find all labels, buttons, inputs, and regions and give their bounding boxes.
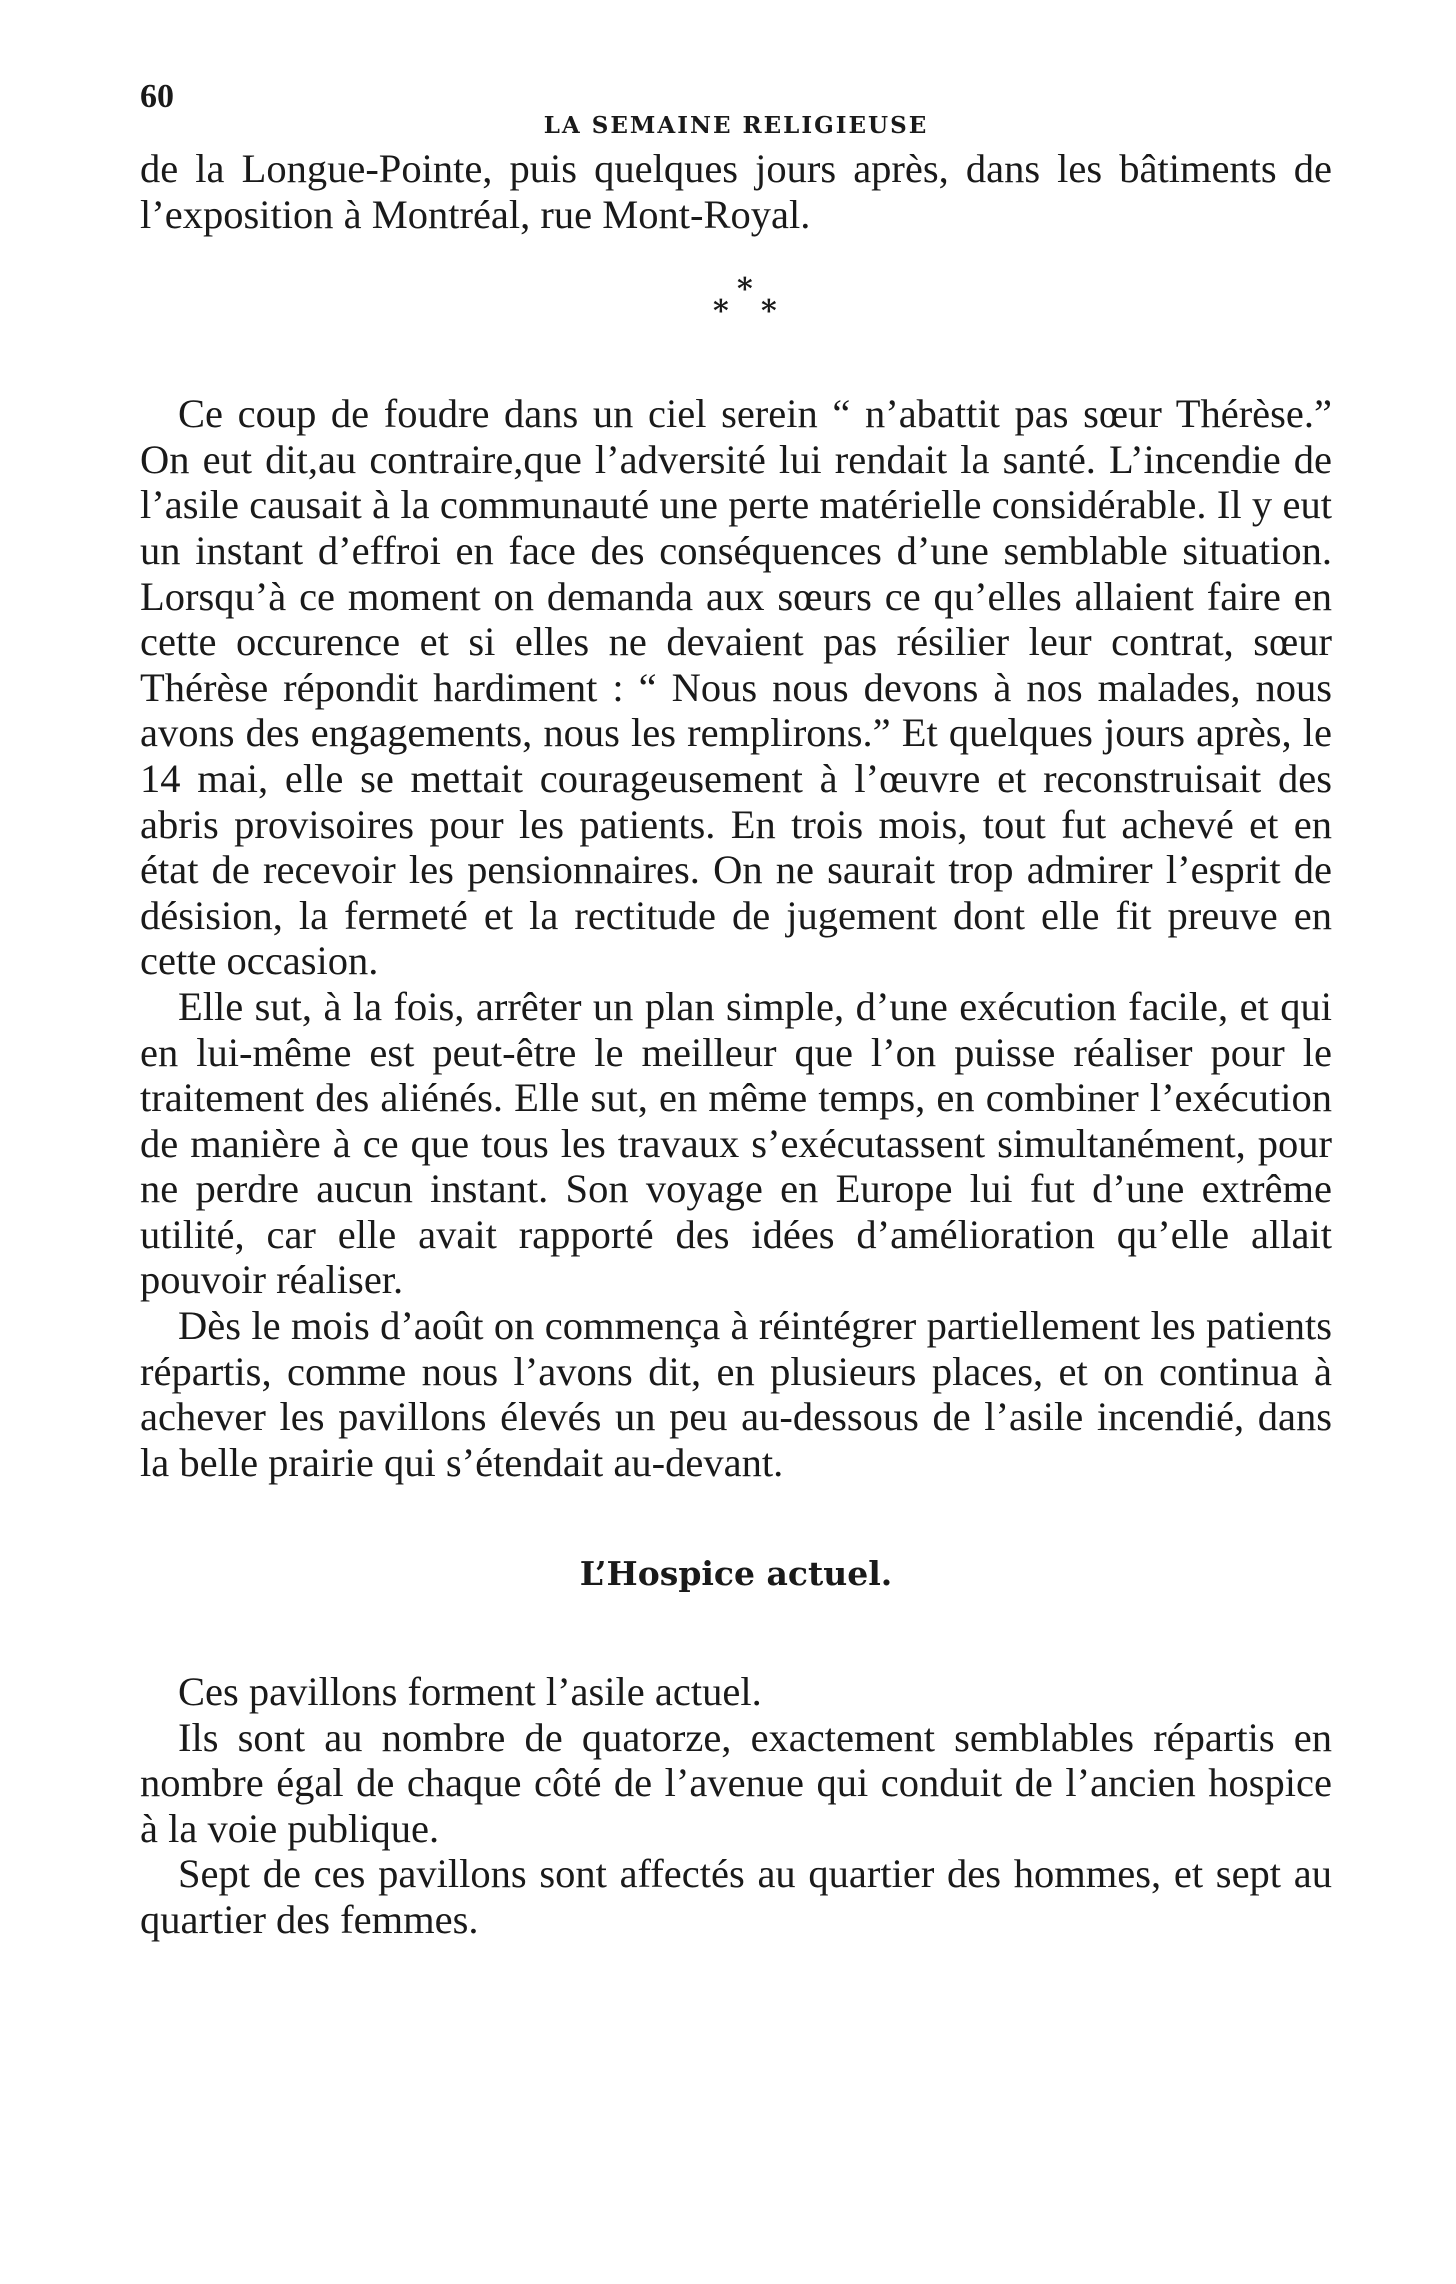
running-title: LA SEMAINE RELIGIEUSE	[543, 112, 929, 139]
asterism-star-top: *	[737, 272, 753, 308]
paragraph: Ils sont au nombre de quatorze, exactement semblables répartis en nombre égal de chaque côté de l’avenue qui conduit de l’ancien hospice à la voie publique.	[140, 1714, 1332, 1851]
body-text	[140, 146, 1332, 1943]
paragraph: Ce coup de foudre dans un ciel serein “ n’abattit pas sœur Thérèse.” On eut dit,au contraire,que l’adversité lui rendait la santé. L’incendie de l’asile causait à la communauté une perte matérielle considérable. Il y eut un instant d’effroi en face des conséquences d’une semblable situation. Lorsqu’à ce moment on demanda aux sœurs ce qu’elles allaient faire en cette occurence et si elles ne devaient pas résilier leur contrat, sœur Thérèse répondit hardiment : “ Nous nous devons à nos malades, nous avons des engagements, nous les remplirons.” Et quelques jours après, le 14 mai, elle se mettait courageusement à l’œuvre et reconstruisait des abris provisoires pour les patients. En trois mois, tout fut achevé et en état de recevoir les pensionnaires. On ne saurait trop admirer l’esprit de désision, la fermeté et la rectitude de jugement dont elle fit preuve en cette occasion.	[140, 391, 1332, 984]
paragraph: Elle sut, à la fois, arrêter un plan simple, d’une exécution facile, et qui en lui-même est peut-être le meilleur que l’on puisse réaliser pour le traitement des aliénés. Elle sut, en même temps, en combiner l’exécution de manière à ce que tous les travaux s’exécutassent simultanément, pour ne perdre aucun instant. Son voyage en Europe lui fut d’une extrême utilité, car elle avait rapporté des idées d’amélioration qu’elle allait pouvoir réaliser.	[140, 983, 1332, 1303]
page-number: 60	[140, 78, 174, 115]
asterism-star-left: *	[713, 294, 729, 330]
paragraph: Sept de ces pavillons sont affectés au quartier des hommes, et sept au quartier des femmes.	[140, 1851, 1332, 1942]
asterism-separator	[140, 245, 1332, 355]
section-heading: L’Hospice actuel.	[579, 1554, 893, 1594]
paragraph: Dès le mois d’août on commença à réintégrer partiellement les patients répartis, comme nous l’avons dit, en plusieurs places, et on continua à achever les pavillons élevés un peu au-dessous de l’asile incendié, dans la belle prairie qui s’étendait au-devant.	[140, 1303, 1332, 1485]
paragraph: Ces pavillons forment l’asile actuel.	[178, 1669, 762, 1715]
running-head	[140, 78, 1332, 142]
asterism-star-right: *	[761, 294, 777, 330]
paragraph-continuation: de la Longue-Pointe, puis quelques jours après, dans les bâtiments de l’exposition à Montréal, rue Mont-Royal.	[140, 146, 1332, 237]
